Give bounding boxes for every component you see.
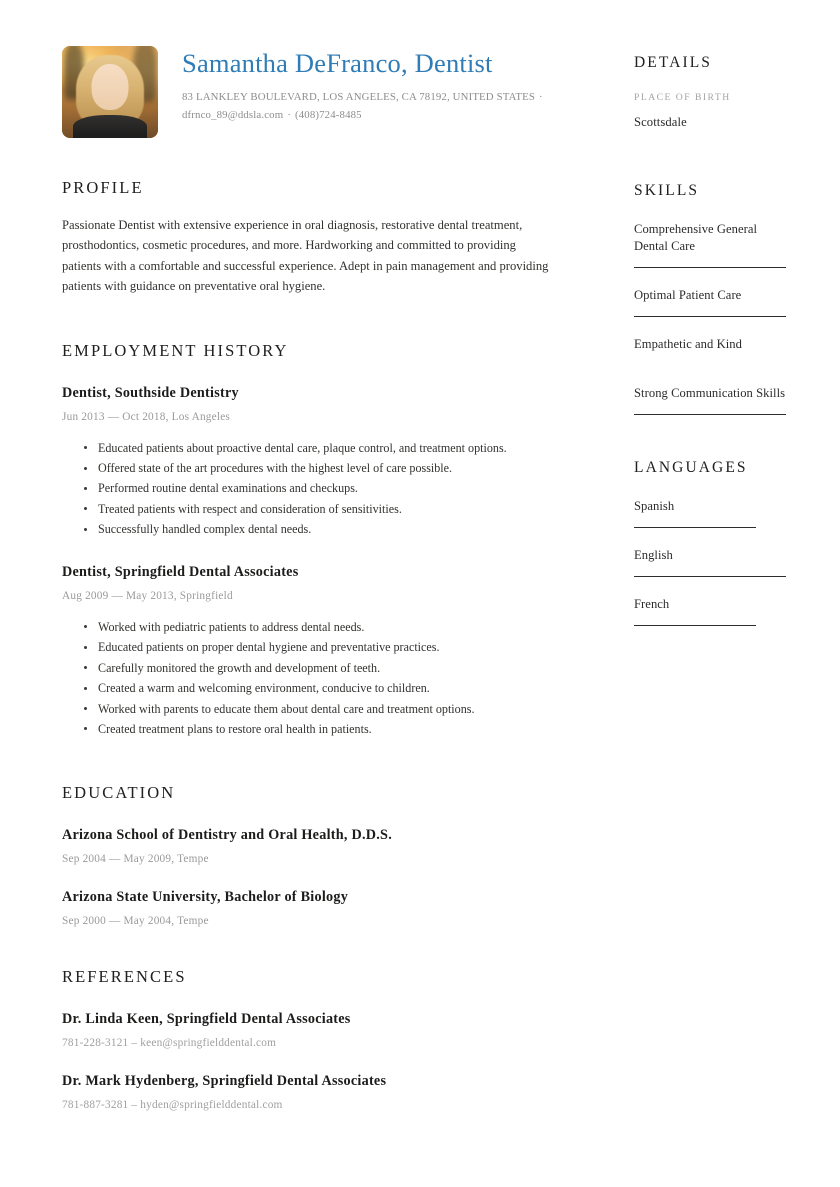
contact-info [182,89,547,124]
list-item: Successfully handled complex dental needs. [84,519,572,539]
sidebar-section-skills [634,182,786,415]
language-rating-fill [634,625,756,627]
photo-torso [73,115,147,138]
job-duties [62,617,572,740]
sidebar-section-languages [634,459,786,626]
reference-name: Dr. Mark Hydenberg, Springfield Dental Associates [62,1073,387,1090]
reference-contact: 781-887-3281 – hyden@springfielddental.com [62,1099,283,1112]
language-rating-fill [634,527,756,529]
job-duties [62,438,572,540]
skill-rating-bar [634,365,786,367]
spacer [62,297,572,341]
skill-rating-bar [634,414,786,416]
reference-contact: 781-228-3121 – keen@springfielddental.com [62,1037,277,1050]
section-education [62,783,572,927]
section-employment [62,341,572,740]
list-item: Educated patients about proactive dental care, plaque control, and treatment options. [84,438,572,458]
section-references [62,967,572,1111]
details-heading: DETAILS [634,54,713,71]
job-title: Dentist, Springfield Dental Associates [62,563,299,580]
main-column [62,178,572,1111]
skill-rating-bar [634,267,786,269]
profile-text: Passionate Dentist with extensive experience in oral diagnosis, restorative dental treatment, prosthodontics, cosmetic procedures, and more. Hardworking and committed to providing patients with a comfortable and successful experience. Adept in pain management and providing patients with guidance on preventative oral hygiene. [62,218,549,294]
employment-heading: EMPLOYMENT HISTORY [62,340,289,360]
list-item: Performed routine dental examinations and checkups. [84,478,572,498]
language-label: English [634,548,673,563]
skill-rating-fill [634,267,786,269]
job-meta: Aug 2009 — May 2013, Springfield [62,589,233,602]
list-item: Worked with pediatric patients to address dental needs. [84,617,572,637]
reference-entry [62,1073,572,1111]
language-item [634,498,786,528]
list-item: Created a warm and welcoming environment, conducive to children. [84,678,572,698]
references-heading: REFERENCES [62,967,187,987]
contact-phone[interactable]: (408)724-8485 [295,108,362,121]
skill-item [634,287,786,317]
candidate-name: Samantha DeFranco, Dentist [182,48,493,78]
skill-item [634,385,786,415]
language-rating-fill [634,576,786,578]
language-rating-bar [634,625,786,627]
place-of-birth-value: Scottsdale [634,115,687,129]
resume-header [62,46,582,138]
language-item [634,547,786,577]
list-item: Created treatment plans to restore oral health in patients. [84,719,572,739]
education-entry [62,889,572,927]
avatar [62,46,158,138]
employment-entry [62,385,572,540]
skills-heading: SKILLS [634,182,700,199]
education-meta: Sep 2000 — May 2004, Tempe [62,915,209,928]
education-heading: EDUCATION [62,783,176,803]
list-item: Treated patients with respect and consideration of sensitivities. [84,499,572,519]
spacer [634,130,786,182]
spacer [634,415,786,459]
education-meta: Sep 2004 — May 2009, Tempe [62,853,209,866]
header-text [182,46,547,124]
skill-label: Empathetic and Kind [634,337,742,352]
list-item: Worked with parents to educate them about dental care and treatment options. [84,699,572,719]
education-title: Arizona State University, Bachelor of Biology [62,889,349,906]
sidebar-section-details [634,54,786,130]
contact-separator-1: · [539,91,543,104]
reference-entry [62,1011,572,1049]
list-item: Carefully monitored the growth and development of teeth. [84,658,572,678]
language-rating-bar [634,527,786,529]
job-title: Dentist, Southside Dentistry [62,384,239,401]
languages-heading: LANGUAGES [634,459,748,477]
list-item: Educated patients on proper dental hygiene and preventative practices. [84,637,572,657]
skill-item [634,336,786,366]
place-of-birth-label: PLACE OF BIRTH [634,92,731,103]
employment-entry [62,564,572,740]
contact-email[interactable]: dfrnco_89@ddsla.com [182,108,284,121]
spacer [62,739,572,783]
language-rating-bar [634,576,786,578]
profile-heading: PROFILE [62,178,144,197]
language-item [634,596,786,626]
skill-item [634,221,786,268]
job-meta: Jun 2013 — Oct 2018, Los Angeles [62,410,230,423]
contact-separator-2: · [287,108,291,121]
spacer [62,927,572,967]
skill-label: Optimal Patient Care [634,288,742,303]
sidebar [634,54,786,626]
list-item: Offered state of the art procedures with the highest level of care possible. [84,458,572,478]
skill-rating-bar [634,316,786,318]
photo-face [92,64,129,110]
education-title: Arizona School of Dentistry and Oral Health, D.D.S. [62,827,392,844]
skill-label: Strong Communication Skills [634,386,786,401]
language-label: Spanish [634,499,675,514]
contact-address: 83 LANKLEY BOULEVARD, LOS ANGELES, CA 78192, UNITED STATES [182,91,536,104]
section-profile [62,178,572,297]
skill-rating-fill [634,316,786,318]
education-entry [62,827,572,865]
skill-rating-fill [634,414,786,416]
reference-name: Dr. Linda Keen, Springfield Dental Associates [62,1011,351,1028]
skill-label: Comprehensive General Dental Care [634,222,758,254]
language-label: French [634,597,670,612]
